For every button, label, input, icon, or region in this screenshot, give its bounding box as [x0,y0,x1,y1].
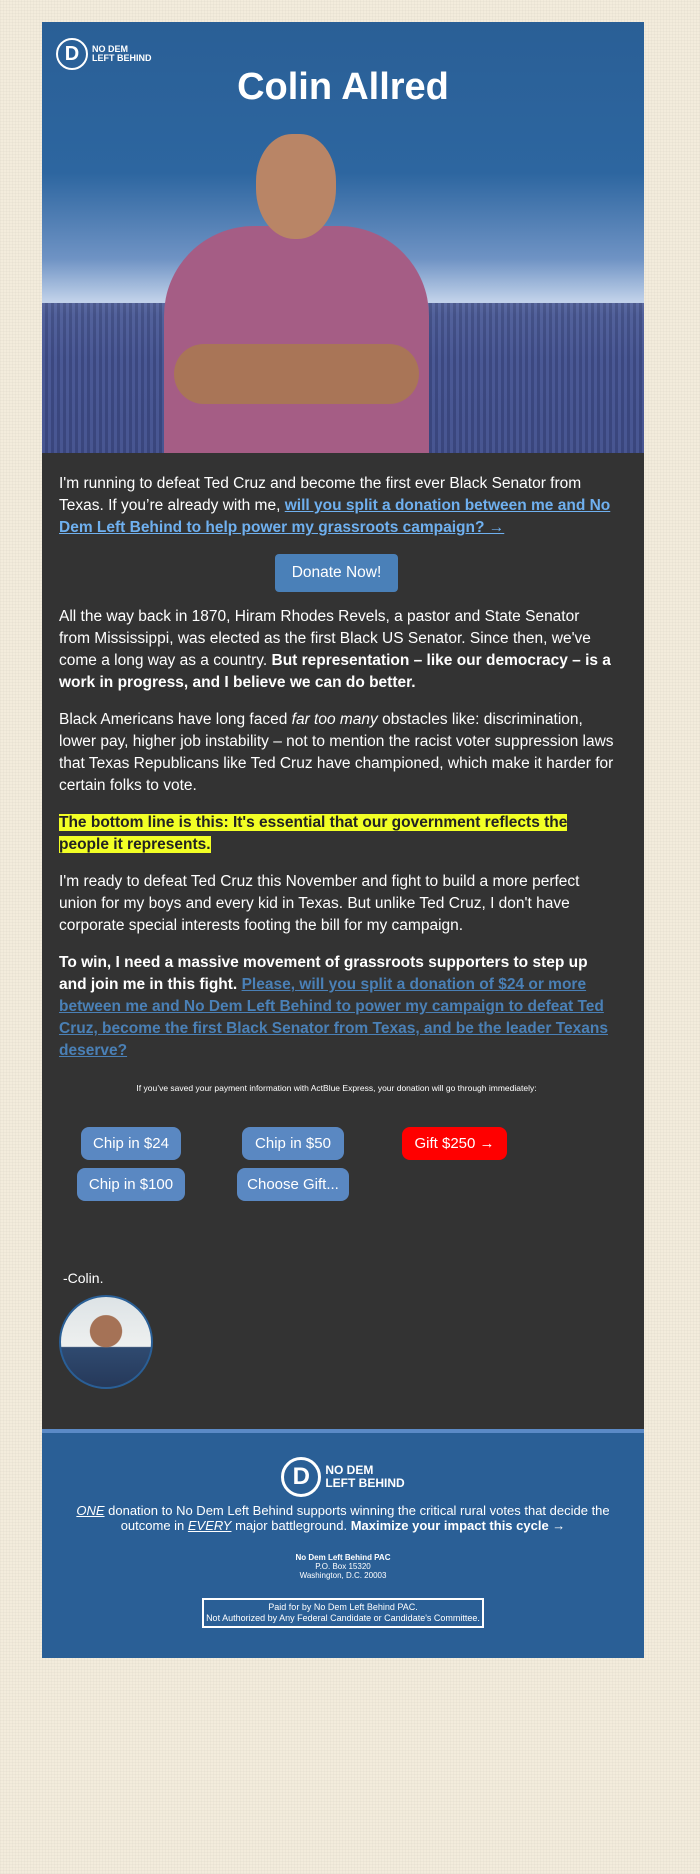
ready-paragraph: I'm ready to defeat Ted Cruz this November and fight to build a more perfect union for my boys and every kid in Texas. But unlike Ted Cruz, I don't have corporate special interests footing the bill for my campaign. [59,873,580,934]
appeal-paragraph [59,952,614,1062]
paid-for-disclaimer [202,1598,484,1628]
chip-24-button[interactable]: Chip in $24 [81,1127,181,1160]
logo-d-icon: D [56,38,88,70]
paid-line1: Paid for by No Dem Left Behind PAC. [268,1602,418,1612]
candidate-photo [164,134,429,453]
intro-text: I'm running to defeat Ted Cruz and become the first ever Black Senator from Texas. If you’re already with me, [59,475,582,514]
obstacles-paragraph [59,709,614,797]
chip-100-button[interactable]: Chip in $100 [77,1168,185,1201]
chip-50-button[interactable]: Chip in $50 [242,1127,344,1160]
footer [42,1433,644,1658]
donation-buttons [59,1127,614,1217]
paid-line2: Not Authorized by Any Federal Candidate or Candidate's Committee. [206,1613,480,1623]
history-paragraph [59,606,614,694]
footer-logo-line2: LEFT BEHIND [325,1476,405,1490]
footer-logo-d-icon: D [281,1457,321,1497]
footer-address2: Washington, D.C. 20003 [299,1571,387,1580]
footer-address [62,1553,624,1580]
choose-gift-button[interactable]: Choose Gift... [237,1168,349,1201]
footer-every: EVERY [187,1518,232,1533]
history-text: All the way back in 1870, Hiram Rhodes Revels, a pastor and State Senator from Mississippi, was elected as the first Black US Senator. Since then, we've come a long way as a country. [59,608,591,669]
footer-one: ONE [76,1503,105,1518]
footer-logo-line1: NO DEM [325,1463,374,1478]
footer-address1: P.O. Box 15320 [315,1562,371,1571]
footer-message[interactable] [62,1503,624,1533]
highlight-paragraph [59,812,614,856]
hero-banner [42,22,644,453]
email-body [42,453,644,1429]
footer-logo[interactable] [281,1457,404,1497]
obstacles-text-b: obstacles like: discrimination, lower pay, higher job instability – not to mention the racist voter suppression laws that Texas Republicans like Ted Cruz have championed, which make it harder for certain folks to vote. [59,711,614,794]
footer-msg-b: major battleground. [231,1518,351,1533]
obstacles-italic: far too many [291,711,378,728]
email-container [42,22,644,1658]
highlight-text: The bottom line is this: It's essential that our government reflects the people it represents. [59,814,568,853]
split-donation-link[interactable]: will you split a donation between me and No Dem Left Behind to help power my grassroots campaign? → [59,497,611,536]
candidate-avatar [59,1295,153,1389]
obstacles-text-a: Black Americans have long faced [59,711,292,728]
gift-250-button[interactable]: Gift $250 → [402,1127,507,1160]
footer-msg-a: donation to No Dem Left Behind supports winning the critical rural votes that decide the outcome in [104,1503,610,1533]
signoff: -Colin. [63,1270,104,1286]
logo-line1: NO DEM [92,43,128,54]
actblue-express-note: If you’ve saved your payment information with ActBlue Express, your donation will go through immediately: [136,1083,537,1093]
logo-line2: LEFT BEHIND [92,53,152,63]
page-title: Colin Allred [237,66,449,108]
appeal-donation-link[interactable]: Please, will you split a donation of $24 or more between me and No Dem Left Behind to power my campaign to defeat Ted Cruz, become the first Black Senator from Texas, and be the leader Texans deserve? [59,976,608,1059]
maximize-impact-link[interactable]: Maximize your impact this cycle → [350,1518,566,1533]
footer-org: No Dem Left Behind PAC [295,1553,391,1562]
history-bold: But representation – like our democracy – is a work in progress, and I believe we can do better. [59,652,611,691]
donate-now-button[interactable]: Donate Now! [275,554,399,592]
intro-paragraph [59,473,614,539]
appeal-bold: To win, I need a massive movement of grassroots supporters to step up and join me in this fight. [59,954,588,993]
